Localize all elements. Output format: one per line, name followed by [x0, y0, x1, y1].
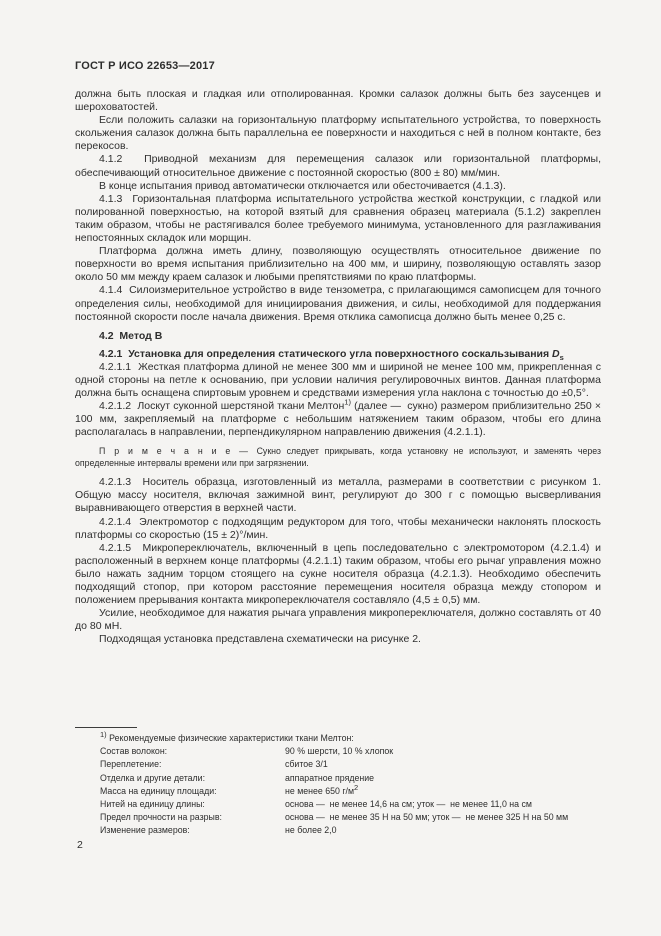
paragraph-4-1-2: 4.1.2 Приводной механизм для перемещения салазок или горизонтальной платформы, обеспечивающий относительное движение с постоянной скоростью (800 ± 80) мм/мин. — [75, 153, 601, 179]
footnote-row-label: Переплетение: — [100, 759, 162, 770]
note-label: П р и м е ч а н и е — — [99, 446, 250, 457]
note-text: Сукно следует прикрывать, когда установку не используют, и заменять через определенные интервалы времени или при загрязнении. — [75, 446, 602, 468]
paragraph-4-2-1-2-text: 4.2.1.2 Лоскут суконной шерстяной ткани Мелтон — [99, 400, 345, 413]
footnote-row — [75, 758, 601, 771]
footnote-block — [75, 727, 601, 838]
footnote-row — [75, 772, 601, 785]
footnote-row-value: не менее 650 $г/м^2$ — [285, 782, 359, 796]
footnote-row-label: Нитей на единицу длины: — [100, 799, 205, 810]
paragraph-figure-reference: Подходящая установка представлена схематически на рисунке 2. — [99, 633, 421, 646]
standard-code-header: ГОСТ Р ИСО 22653—2017 — [75, 60, 215, 72]
paragraph-4-2-1-3: 4.2.1.3 Носитель образца, изготовленный из металла, размерами в соответствии с рисунком 1. Общую массу носителя, включая зажимной винт, регулируют до 300 г с помощью высверливания выравнивающего отверстия в верхней части. — [75, 476, 601, 515]
footnote-row-value: основа — не менее 14,6 на см; уток — не менее 11,0 на см — [285, 799, 532, 810]
paragraph-4-2-1-4: 4.2.1.4 Электромотор с подходящим редуктором для того, чтобы механически наклонять плоскость платформы со скоростью (15 ± 2)°/мин. — [75, 515, 601, 541]
paragraph-continuation: должна быть плоская и гладкая или отполированная. Кромки салазок должны быть без заусенцев и шероховатостей. — [75, 88, 601, 114]
paragraph-4-1-4: 4.1.4 Силоизмерительное устройство в виде тензометра, с прилагающимся самописцем для точного определения силы, необходимой для инициирования движения, и силы, необходимой для поддержания постоянной скорости после начала движения. Время отклика самописца должно быть менее 0,25 с. — [75, 284, 601, 323]
paragraph-4-2-1-2 — [75, 397, 601, 439]
document-body — [75, 88, 601, 646]
paragraph-force: Усилие, необходимое для нажатия рычага управления микропереключателя, должно составлять от 40 до 80 мН. — [75, 607, 601, 633]
superscript-2: 2 — [354, 782, 359, 792]
footnote-row-label: Масса на единицу площади: — [100, 785, 217, 796]
symbol-D: D — [552, 347, 560, 360]
footnote-row-label: Состав волокон: — [100, 746, 168, 757]
paragraph-4-1-3: 4.1.3 Горизонтальная платформа испытательного устройства жесткой конструкции, с гладкой или полированной поверхностью, на которой взятый для сравнения образец материала (5.1.2) закреплен таким образом, чтобы не растягивался более требуемого минимума, установленного для разглаживания непостоянных складок или морщин. — [75, 192, 601, 245]
paragraph-4-2-1-5: 4.2.1.5 Микропереключатель, включенный в цепь последовательно с электромотором (4.2.1.4) и расположенный в верхнем конце платформы (4.2.1.1) таким образом, чтобы его рычаг управления можно было нажать задним торцом стоящего на сукне носителя образца (4.2.1.3). Необходимо обеспечить подходящий стопор, при котором расстояние перемещения носителя образца между стопором и положением прерывания контакта микропереключателя составляло (4,5 ± 0,5) мм. — [75, 541, 601, 607]
footnote-row-label: Предел прочности на разрыв: — [100, 812, 222, 823]
paragraph: Платформа должна иметь длину, позволяющую осуществлять относительное движение по поверхности во время испытания приблизительно на 400 мм, и ширину, позволяющую оставлять зазор около 50 мм между краем салазок и любыми препятствиями по краю платформы. — [75, 245, 601, 284]
footnote-row-value: не более 2,0 — [285, 825, 337, 836]
footnote-row — [75, 798, 601, 811]
footnote-row-value: аппаратное прядение — [285, 772, 375, 783]
footnote-title-line — [75, 732, 601, 745]
footnote-row-value: основа — не менее 35 Н на 50 мм; уток — не менее 325 Н на 50 мм — [285, 812, 569, 823]
footnote-row-value: 90 % шерсти, 10 % хлопок — [285, 746, 394, 757]
note-paragraph — [75, 446, 601, 469]
paragraph-4-2-1-1: 4.2.1.1 Жесткая платформа длиной не менее 300 мм и шириной не менее 100 мм, прикрепленная с одной стороны на петле к основанию, при условии наличия регулировочных винтов. Данная платформа должна быть оснащена спиртовым уровнем и средствами измерения угла наклона с точностью до ±0,5°. — [75, 360, 601, 400]
heading-4-2-1-text: 4.2.1 Установка для определения статического угла поверхностного соскальзывания — [99, 347, 553, 360]
footnote-row — [75, 824, 601, 837]
footnote-row — [75, 745, 601, 758]
footnote-row-value: сбитое 3/1 — [285, 759, 328, 770]
heading-4-2-1 — [75, 348, 601, 361]
paragraph: В конце испытания привод автоматически отключается или обесточивается (4.1.3). — [99, 179, 506, 192]
symbol-subscript-s: s — [559, 352, 564, 362]
footnote-reference-marker: 1) — [344, 397, 351, 407]
footnote-marker: 1) — [100, 730, 107, 740]
page-number: 2 — [77, 839, 83, 851]
footnote-row — [75, 782, 601, 798]
paragraph: Если положить салазки на горизонтальную платформу испытательного устройства, то поверхность скольжения салазок должна быть параллельна ее поверхности и находиться с ней в полном контакте, без перекосов. — [75, 114, 601, 153]
footnote-row-label: Отделка и другие детали: — [100, 772, 206, 783]
footnote-row — [75, 811, 601, 824]
heading-method-b: 4.2 Метод В — [99, 329, 163, 342]
footnote-title: Рекомендуемые физические характеристики ткани Мелтон: — [109, 733, 354, 743]
footnote-divider — [75, 727, 137, 728]
paragraph-4-2-1-2-text-after: (далее — сукно) размером приблизительно 250 × 100 мм, закрепляемый на платформе с небольшим натяжением таким образом, чтобы его длина располагалась в направлении, перпендикулярном направлению движения (4.2.1.1). — [75, 400, 601, 439]
footnote-row-label: Изменение размеров: — [100, 825, 190, 836]
